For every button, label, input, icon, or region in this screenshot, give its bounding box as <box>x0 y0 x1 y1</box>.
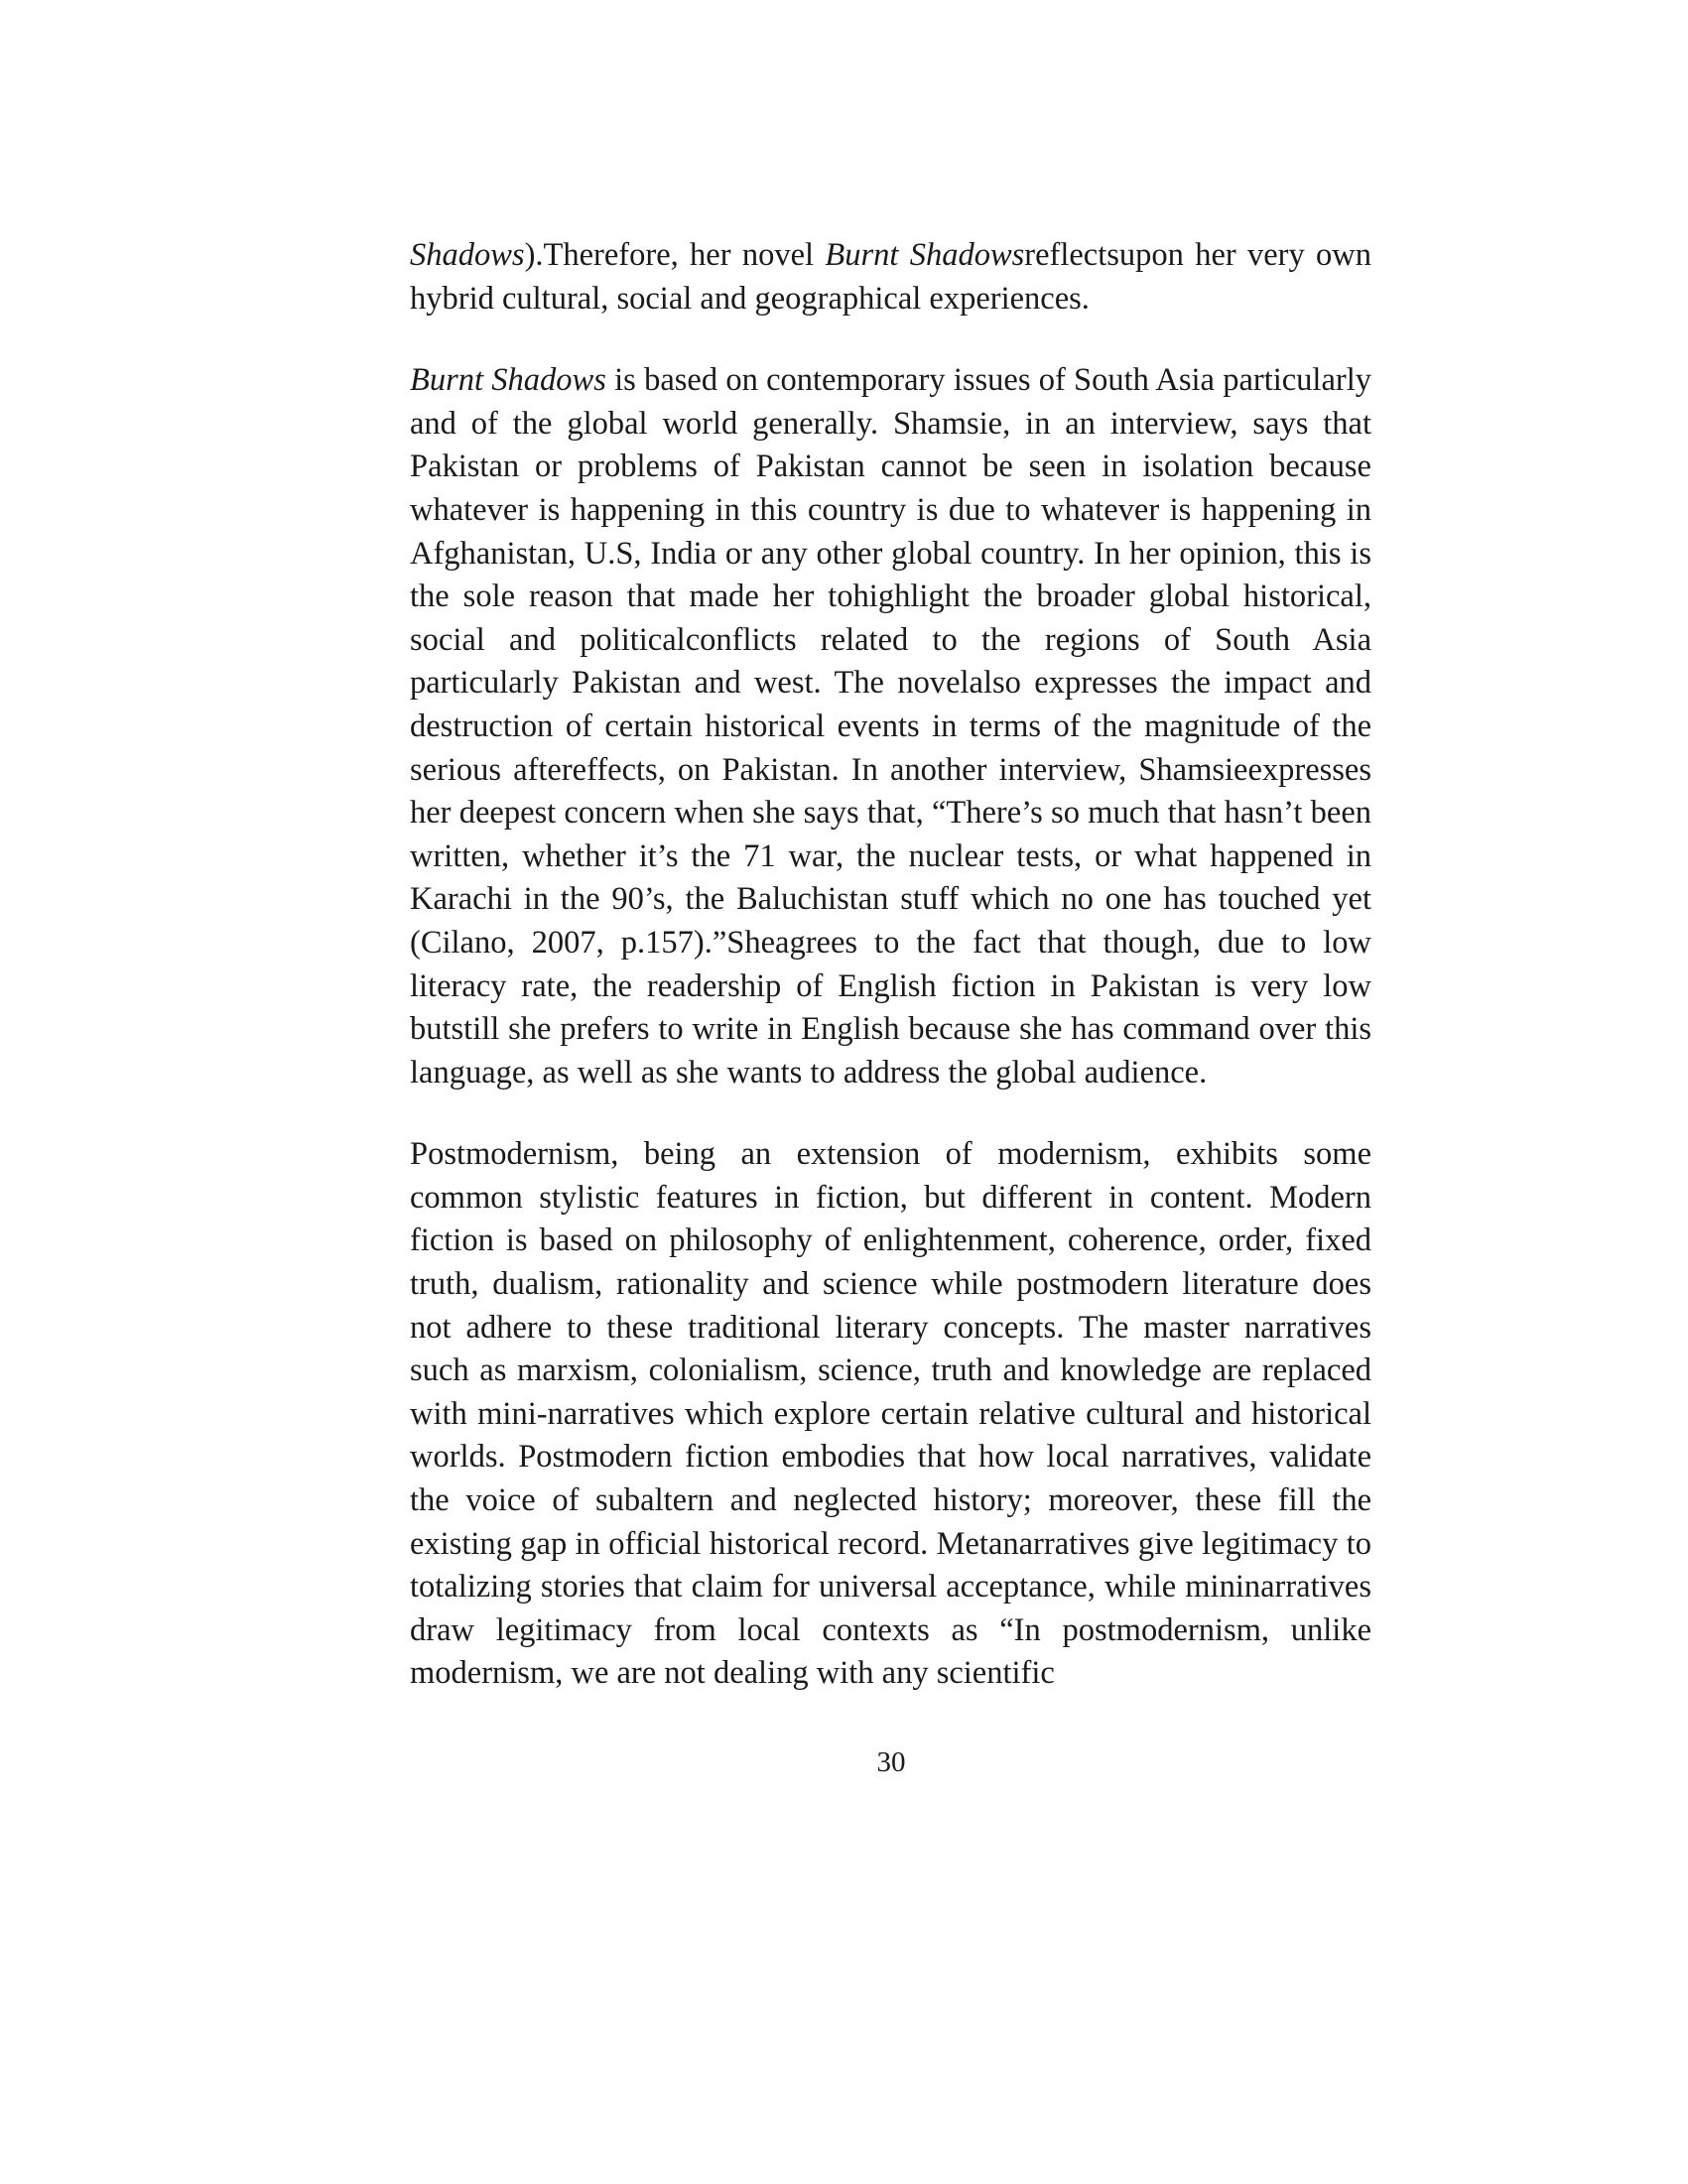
text-run: is based on contemporary issues of South Asia particularly and of the global world generally. Shamsie, in an interview, says that Pakistan or problems of Pakistan cannot be seen in isolation because whatever is happening in this country is due to whatever is happening in Afghanistan, U.S, India or any other global country. In her opinion, this is the sole reason that made her tohighlight the broader global historical, social and politicalconflicts related to the regions of South Asia particularly Pakistan and west. The novelalso expresses the impact and destruction of certain historical events in terms of the magnitude of the serious aftereffects, on Pakistan. In another interview, Shamsieexpresses her deepest concern when she says that, “There’s so much that hasn’t been written, whether it’s the 71 war, the nuclear tests, or what happened in Karachi in the 90’s, the Baluchistan stuff which no one has touched yet (Cilano, 2007, p.157).”Sheagrees to the fact that though, due to low literacy rate, the readership of English fiction in Pakistan is very low butstill she prefers to write in English because she has command over this language, as well as she wants to address the global audience. <box>410 362 1371 1091</box>
paragraph-3 <box>410 1133 1371 1696</box>
book-title: Burnt Shadows <box>410 362 606 399</box>
text-run: Postmodernism, being an extension of modernism, exhibits some common stylistic features in fiction, but different in content. Modern fiction is based on philosophy of enlightenment, coherence, order, fixed truth, dualism, rationality and science while postmodern literature does not adhere to these traditional literary concepts. The master narratives such as marxism, colonialism, science, truth and knowledge are replaced with mini-narratives which explore certain relative cultural and historical worlds. Postmodern fiction embodies that how local narratives, validate the voice of subaltern and neglected history; moreover, these fill the existing gap in official historical record. Metanarratives give legitimacy to totalizing stories that claim for universal acceptance, while mininarratives draw legitimacy from local contexts as “In postmodernism, unlike modernism, we are not dealing with any scientific <box>410 1136 1371 1692</box>
text-run: ).Therefore, her novel <box>524 237 826 273</box>
paragraph-2 <box>410 359 1371 1094</box>
book-title: Burnt Shadows <box>825 237 1025 273</box>
page-number: 30 <box>876 1746 906 1778</box>
book-title: Shadows <box>410 237 525 273</box>
paragraph-1 <box>410 234 1371 321</box>
text-run: reflectsupon her very own hybrid cultural, social and geographical experiences. <box>410 237 1372 317</box>
page-body <box>410 234 1371 1696</box>
